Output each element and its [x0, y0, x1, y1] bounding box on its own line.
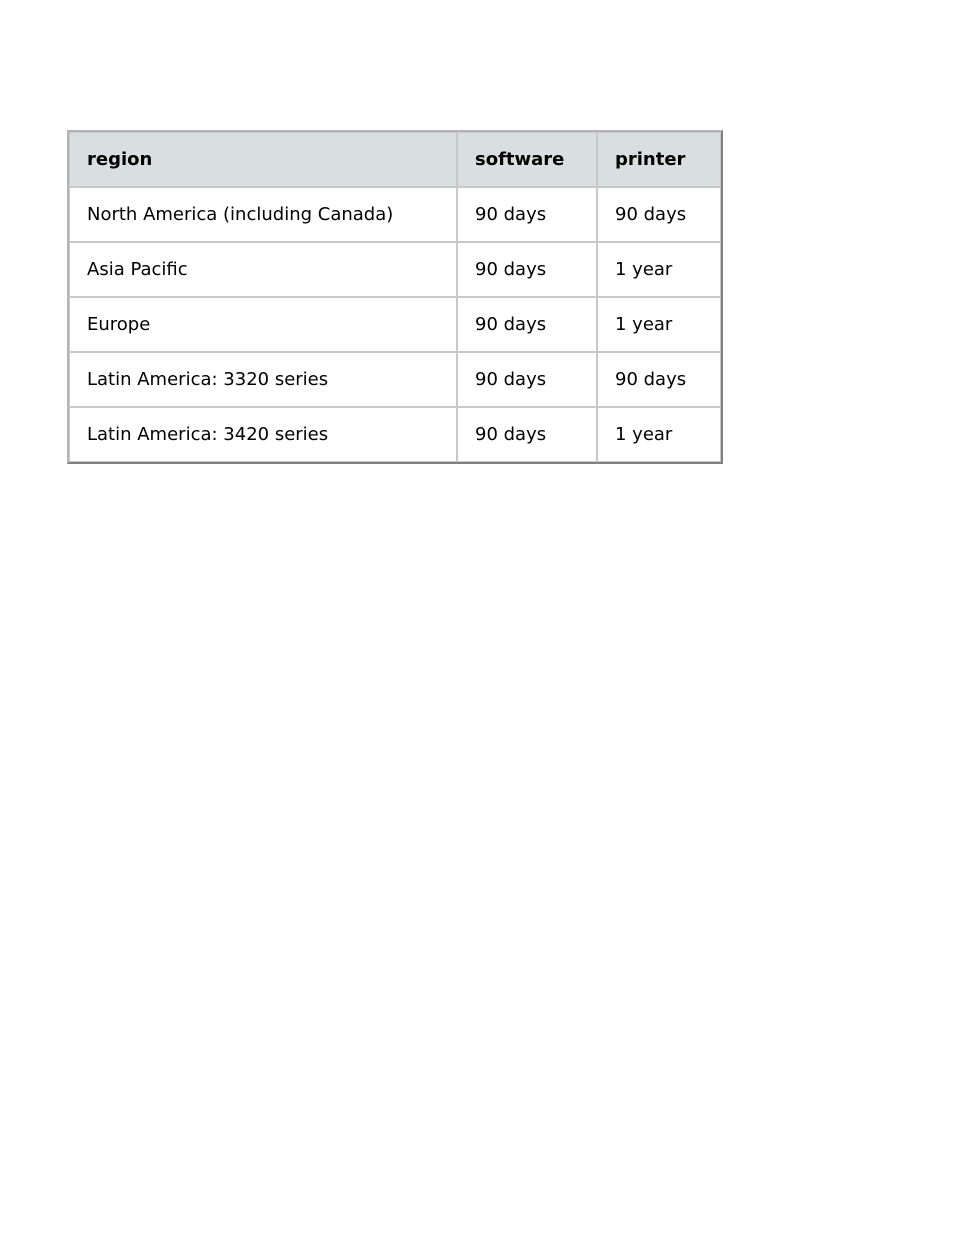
cell-software: 90 days — [457, 187, 597, 242]
table-header — [69, 132, 721, 187]
table-row — [69, 407, 721, 462]
cell-printer: 1 year — [597, 407, 721, 462]
cell-printer: 1 year — [597, 297, 721, 352]
cell-printer: 90 days — [597, 187, 721, 242]
table-row — [69, 352, 721, 407]
cell-region: Latin America: 3420 series — [69, 407, 457, 462]
cell-region: North America (including Canada) — [69, 187, 457, 242]
cell-software: 90 days — [457, 297, 597, 352]
cell-printer: 90 days — [597, 352, 721, 407]
cell-software: 90 days — [457, 242, 597, 297]
table-row — [69, 187, 721, 242]
cell-region: Europe — [69, 297, 457, 352]
table-body — [69, 187, 721, 462]
header-row — [69, 132, 721, 187]
cell-region: Asia Pacific — [69, 242, 457, 297]
table-row — [69, 297, 721, 352]
cell-region: Latin America: 3320 series — [69, 352, 457, 407]
header-region: region — [69, 132, 457, 187]
table-row — [69, 242, 721, 297]
header-printer: printer — [597, 132, 721, 187]
header-software: software — [457, 132, 597, 187]
cell-software: 90 days — [457, 407, 597, 462]
cell-printer: 1 year — [597, 242, 721, 297]
cell-software: 90 days — [457, 352, 597, 407]
warranty-table — [67, 130, 723, 464]
